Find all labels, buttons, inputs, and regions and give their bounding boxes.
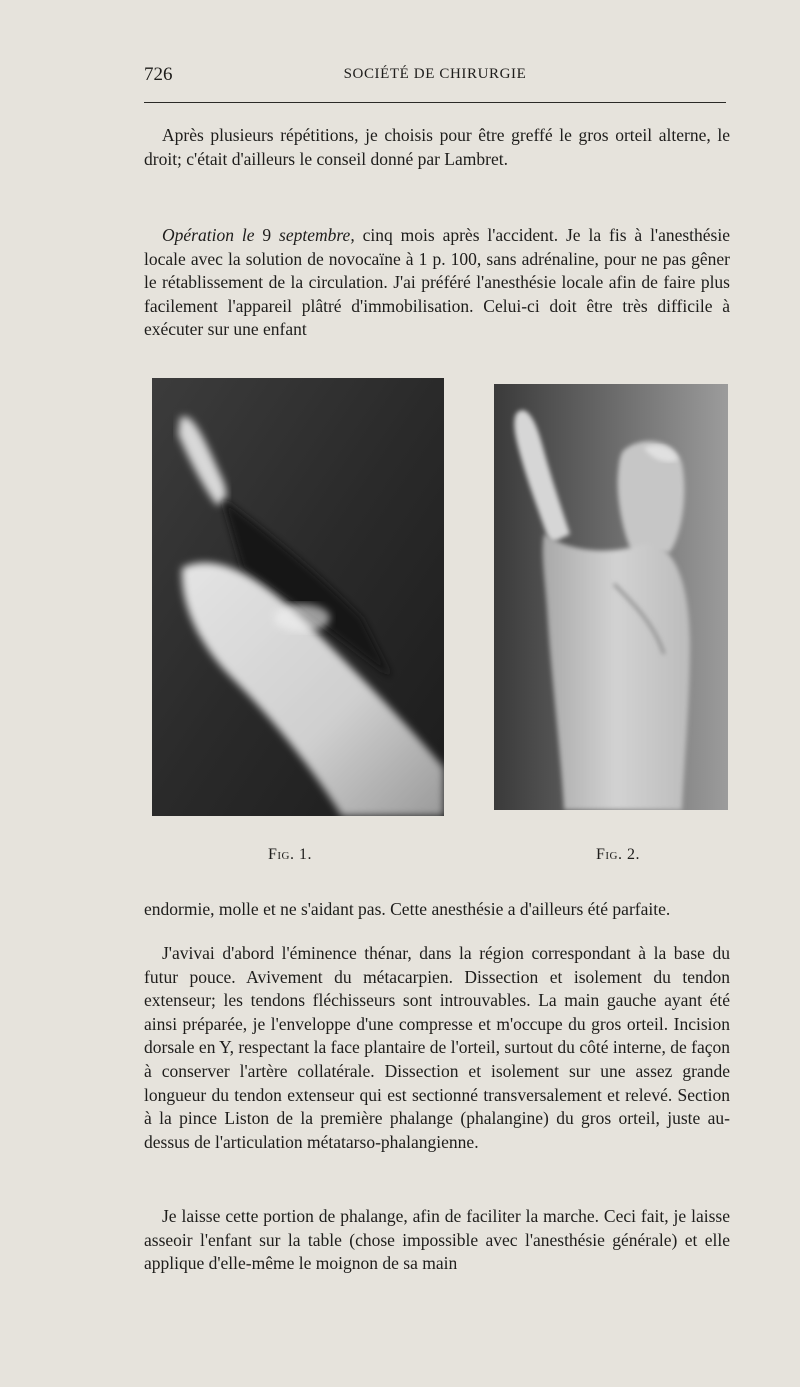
- journal-title: SOCIÉTÉ DE CHIRURGIE: [343, 66, 527, 82]
- paragraph-2: [144, 224, 730, 342]
- figure-2-photo: [494, 384, 728, 810]
- paragraph-1: Après plusieurs répétitions, je choisis pour être greffé le gros orteil alterne, le droit; c'était d'ailleurs le conseil donné par Lambret.: [144, 125, 730, 169]
- paragraph-2-rest: cinq mois après l'accident. Je la fis à l'anesthésie locale avec la solution de novocaïne à 1 p. 100, sans adrénaline, pour ne pas gêner le rétablissement de la circulation. J'ai préféré l'anesthésie locale afin de faire plus facilement l'appareil plâtré d'immobilisation. Celui-ci doit être très difficile à exécuter sur une enfant: [144, 225, 731, 340]
- figure-1-photo: [152, 378, 444, 816]
- page-number: 726: [144, 64, 173, 85]
- paragraph-5: Je laisse cette portion de phalange, afin de faciliter la marche. Ceci fait, je laisse asseoir l'enfant sur la table (chose impossible avec l'anesthésie générale) et elle applique d'elle-même le moignon de sa main: [144, 1206, 730, 1274]
- paragraph-2-lead: Opération le: [162, 225, 255, 245]
- paragraph-2-date-number: 9: [262, 225, 272, 245]
- figure-2-caption: Fig. 2.: [596, 846, 641, 863]
- paragraph-3: endormie, molle et ne s'aidant pas. Cette anesthésie a d'ailleurs été parfaite.: [144, 899, 671, 919]
- figure-1-caption: Fig. 1.: [268, 846, 313, 863]
- running-head: [144, 62, 726, 88]
- paragraph-2-date-word: septembre,: [279, 225, 355, 245]
- paragraph-4: J'avivai d'abord l'éminence thénar, dans la région correspondant à la base du futur pouce. Avivement du métacarpien. Dissection et isolement du tendon extenseur; les tendons fléchisseurs sont introuvables. La main gauche ayant été ainsi préparée, je l'enveloppe d'une compresse et m'occupe du gros orteil. Incision dorsale en Y, respectant la face plantaire de l'orteil, surtout du côté interne, de façon à conserver l'artère collatérale. Dissection et isolement sur une assez grande longueur du tendon extenseur qui est sectionné transversalement et relevé. Section à la pince Liston de la première phalange (phalangine) du gros orteil, juste au-dessus de l'articulation métatarso-phalangienne.: [144, 943, 730, 1152]
- header-rule: [144, 102, 726, 103]
